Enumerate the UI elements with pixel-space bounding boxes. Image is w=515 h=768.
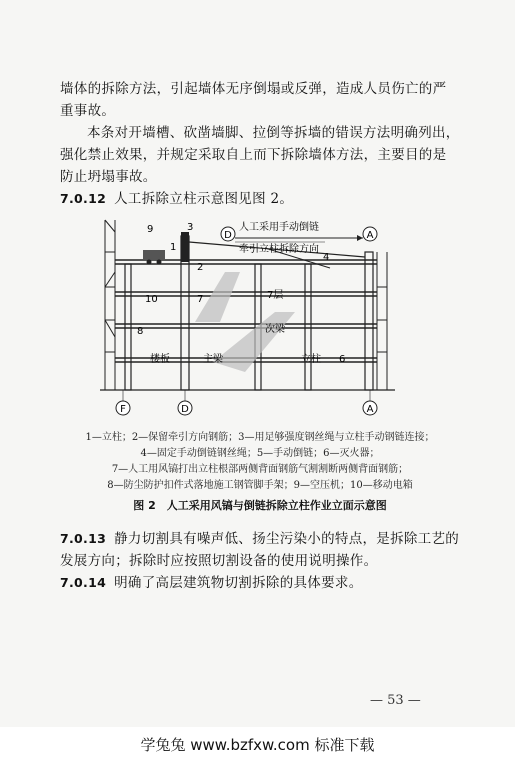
grid-label: D — [224, 230, 232, 241]
annotation-text: 牵引立柱拆除方向 — [239, 244, 319, 255]
legend-line: 8—防尘防护扣件式落地施工钢管脚手架；9—空压机；10—移动电箱 — [107, 480, 413, 491]
grid-label: D — [181, 404, 189, 415]
grid-label: A — [366, 404, 374, 415]
figure-caption: 图 2 人工采用风镐与倒链拆除立柱作业立面示意图 — [133, 499, 387, 512]
label-main-beam: 主梁 — [203, 354, 223, 365]
clause-7-0-13 — [60, 528, 460, 572]
callout-4: 4 — [323, 252, 330, 263]
legend-line: 1—立柱；2—保留牵引方向钢筋；3—用足够强度钢丝绳与立柱手动钢链连接； — [85, 432, 435, 443]
legend-line: 7—人工用风镐打出立柱根部两侧背面钢筋气割割断两侧背面钢筋； — [111, 464, 409, 475]
annotation-text: 人工采用手动倒链 — [239, 222, 319, 233]
site-footer: 学兔兔 www.bzfxw.com 标准下载 — [0, 727, 515, 768]
callout-1: 1 — [170, 242, 177, 253]
clause-text: 人工拆除立柱示意图见图 2。 — [114, 191, 294, 207]
air-compressor-icon — [143, 250, 165, 260]
callout-7: 7 — [197, 294, 204, 305]
callout-6: 6 — [339, 354, 346, 365]
grid-label: A — [366, 230, 374, 241]
clause-number: 7.0.13 — [60, 531, 107, 546]
callout-10: 10 — [145, 294, 158, 305]
callout-3: 3 — [187, 222, 194, 233]
legend-line: 4—固定手动倒链钢丝绳；5—手动倒链；6—灭火器； — [140, 448, 380, 459]
callout-8: 8 — [137, 326, 144, 337]
paragraph-continuation: 墙体的拆除方法，引起墙体无序倒塌或反弹，造成人员伤亡的严重事故。 — [60, 81, 447, 119]
callout-2: 2 — [197, 262, 204, 273]
column-demolition-diagram — [95, 212, 415, 420]
watermark-shape — [213, 312, 295, 372]
label-secondary-beam: 次梁 — [265, 324, 285, 335]
clause-text: 明确了高层建筑物切割拆除的具体要求。 — [114, 575, 363, 591]
clause-number: 7.0.12 — [60, 191, 107, 206]
label-slab: 楼板 — [150, 354, 170, 365]
label-floor-7: 7层 — [267, 290, 284, 301]
figure-legend — [60, 430, 460, 494]
clause-number: 7.0.14 — [60, 575, 107, 590]
scaffold-left — [105, 220, 115, 390]
label-column: 立柱 — [301, 354, 321, 365]
paragraph-wall-method: 本条对开墙槽、砍凿墙脚、拉倒等拆墙的错误方法明确列出，强化禁止效果，并规定采取自上而下拆除墙体方法，主要目的是防止坍塌事故。 — [60, 125, 460, 185]
clause-7-0-12 — [60, 188, 460, 210]
page-number: — 53 — — [370, 693, 421, 708]
clause-text: 静力切割具有噪声低、扬尘污染小的特点，是拆除工艺的发展方向；拆除时应按照切割设备的使用说明操作。 — [60, 531, 460, 569]
column-removed — [181, 232, 189, 262]
callout-9: 9 — [147, 224, 154, 235]
clause-7-0-14 — [60, 572, 460, 594]
scaffold-right — [377, 252, 387, 390]
grid-label: F — [120, 404, 126, 415]
